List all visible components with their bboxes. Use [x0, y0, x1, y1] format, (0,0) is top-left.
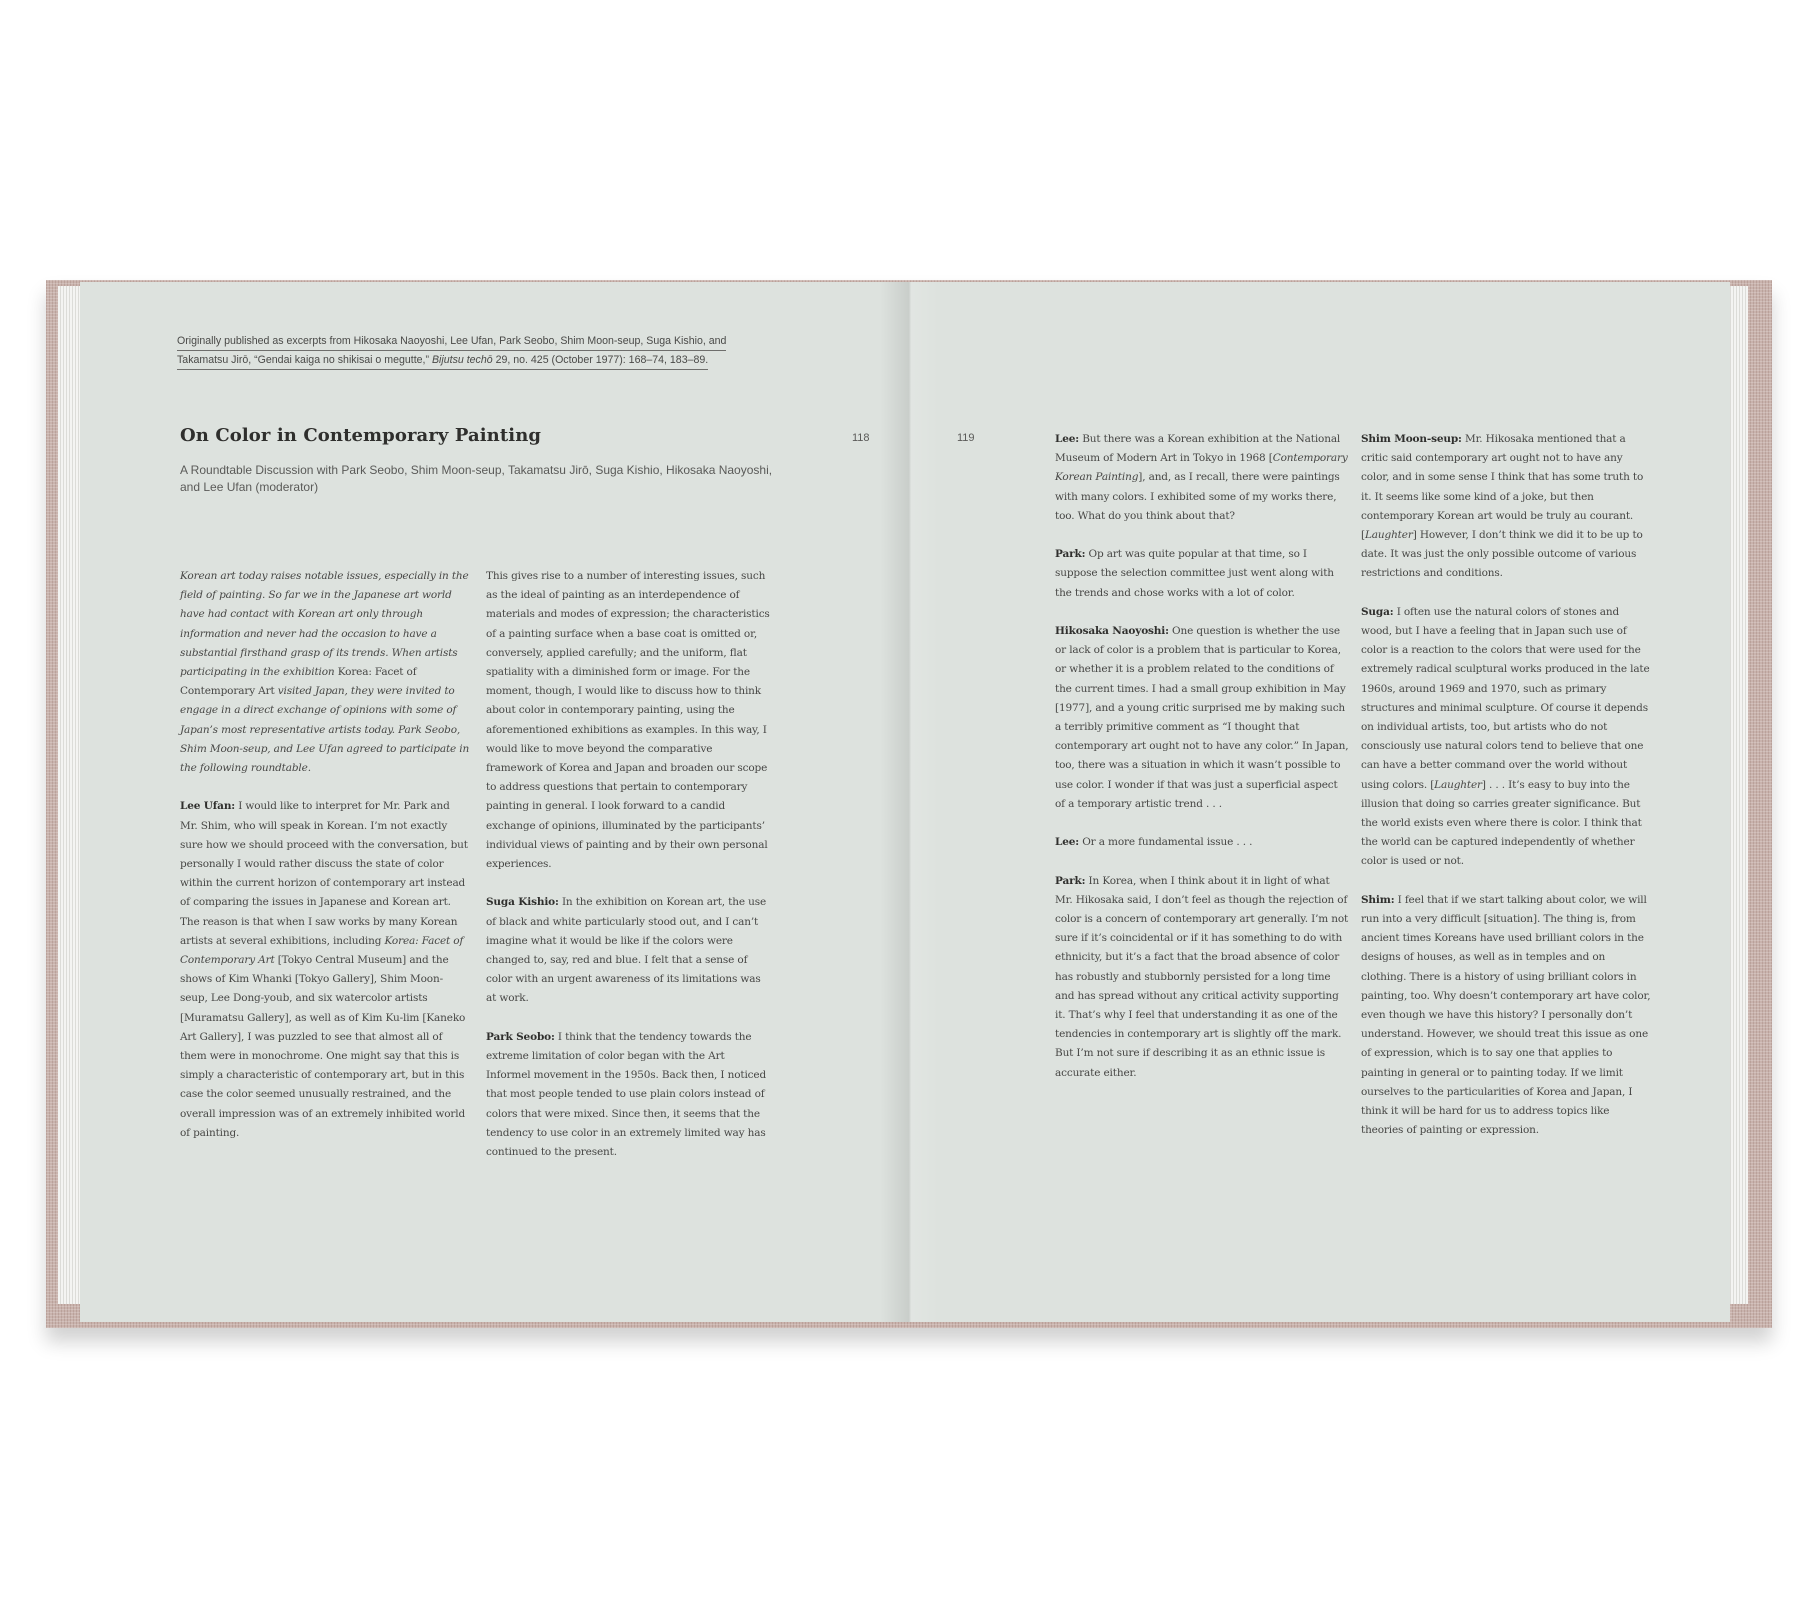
paragraph-suga	[1361, 603, 1653, 872]
intro-text-2: visited Japan, they were invited to engage in a direct exchange of opinions with some of Japan’s most representative artists today. Park Seobo, Shim Moon-seup, and Lee Ufan agreed to participate in the following roundtable.	[180, 685, 470, 775]
intro-text-1: Korean art today raises notable issues, especially in the field of painting. So far we in the Japanese art world have had contact with Korean art only through information and never had the occasion to have a substantial firsthand grasp of its trends. When artists participating in the exhibition	[180, 570, 469, 679]
paragraph-text: ], and, as I recall, there were paintings with many colors. I exhibited some of my works there, too. What do you think about that?	[1055, 471, 1340, 522]
laughter-note: Laughter	[1364, 529, 1413, 542]
speaker-label: Lee Ufan:	[180, 800, 236, 813]
exhibition-title: Contemporary Korean Painting	[1055, 452, 1348, 484]
paragraph-continuation: This gives rise to a number of interesting issues, such as the ideal of painting as an interdependence of materials and modes of expression; the characteristics of a painting surface when a base coat is omitted or, conversely, applied carefully; and the uniform, flat spatiality with a diminished form or image. For the moment, though, I would like to discuss how to think about color in contemporary painting, using the aforementioned exhibitions as examples. In this way, I would like to move beyond the comparative framework of Korea and Japan and broaden our scope to address questions that pertain to contemporary painting in general. I look forward to a candid exchange of opinions, illuminated by the participants’ individual views of painting and by their own personal experiences.	[486, 570, 770, 871]
page-number-right: 119	[957, 432, 975, 444]
source-note	[177, 332, 737, 370]
speaker-label: Shim Moon-seup:	[1361, 433, 1462, 445]
paragraph-text: [Tokyo Central Museum] and the shows of Kim Whanki [Tokyo Gallery], Shim Moon-seup, Lee Dong-youb, and six watercolor artists [Muramatsu Gallery], as well as of Kim Ku-lim [Kaneko Art Gallery], I was puzzled to see that almost all of them were in monochrome. One might say that this is simply a characteristic of contemporary art, but in this case the color seemed unusually restrained, and the overall impression was of an extremely inhibited world of painting.	[180, 954, 466, 1139]
paragraph-text: ] . . . It’s easy to buy into the illusion that doing so carries greater significance. But the world exists even where there is color. I think that the world can be captured independently of whether color is used or not.	[1361, 778, 1642, 868]
article-subtitle: A Roundtable Discussion with Park Seobo, Shim Moon-seup, Takamatsu Jirō, Suga Kishio, Hikosaka Naoyoshi, and Lee Ufan (moderator)	[180, 463, 773, 494]
paragraph-text: I often use the natural colors of stones and wood, but I have a feeling that in Japan such use of color is a reaction to the colors that were used for the extremely radical sculptural works produced in the late 1960s, around 1969 and 1970, such as primary structures and minimal sculpture. Of course it depends on individual artists, too, but artists who do not consciously use natural colors tend to believe that one can have a better command over the world without using colors. [	[1361, 605, 1650, 791]
speaker-label: Hikosaka Naoyoshi:	[1055, 625, 1169, 637]
paragraph-text: Op art was quite popular at that time, so I suppose the selection committee just went along with the trends and chose works with a lot of color.	[1055, 548, 1334, 599]
paragraph-text: But there was a Korean exhibition at the National Museum of Modern Art in Tokyo in 1968 [	[1055, 433, 1341, 465]
source-note-line-2	[177, 351, 708, 370]
paragraph-park-seobo	[486, 1028, 770, 1162]
paragraph-text: In the exhibition on Korean art, the use of black and white particularly stood out, and I can’t imagine what it would be like if the colors were changed to, say, red and blue. I felt that a sense of color with an urgent awareness of its limitations was at work.	[486, 896, 767, 1005]
paragraph-park-korea	[1055, 872, 1349, 1083]
page-number-left: 118	[852, 432, 870, 444]
speaker-label: Shim:	[1361, 893, 1395, 906]
source-note-line-2-suffix: 29, no. 425 (October 1977): 168–74, 183–89.	[495, 354, 709, 366]
paragraph-text: I think that the tendency towards the extreme limitation of color began with the Art Informel movement in the 1950s. Back then, I noticed that most people tended to use plain colors instead of colors that were mixed. Since then, it seems that the tendency to use color in an extremely limited way has continued to the present.	[486, 1030, 767, 1159]
article-title: On Color in Contemporary Painting	[180, 425, 542, 446]
speaker-label: Suga:	[1361, 605, 1394, 618]
speaker-label: Park:	[1055, 874, 1086, 887]
exhibition-title: Korea: Facet of Contemporary Art	[180, 934, 464, 967]
speaker-label: Park:	[1055, 548, 1086, 561]
paragraph-lee-short	[1055, 833, 1349, 852]
paragraph-shim-moon-seup	[1361, 430, 1653, 584]
paragraph-park	[1055, 545, 1349, 603]
book-gutter	[880, 282, 940, 1322]
paragraph-suga-kishio	[486, 893, 770, 1008]
paragraph-text: Or a more fundamental issue . . .	[1079, 836, 1253, 849]
source-note-line-1: Originally published as excerpts from Hikosaka Naoyoshi, Lee Ufan, Park Seobo, Shim Moon-seup, Suga Kishio, and	[177, 332, 726, 351]
intro-exhibition-title: Korea: Facet of Contemporary Art	[180, 666, 417, 698]
paragraph-text: ] However, I don’t think we did it to be up to date. It was just the only possible outcome of various restrictions and conditions.	[1361, 529, 1643, 580]
intro-paragraph	[180, 567, 470, 778]
source-note-line-2-prefix: Takamatsu Jirō, “Gendai kaiga no shikisai o megutte,”	[177, 354, 430, 366]
speaker-label: Lee:	[1055, 836, 1080, 849]
text-column-3	[1055, 430, 1349, 1102]
paragraph-text: One question is whether the use or lack of color is a problem that is particular to Korea, or whether it is a problem related to the conditions of the current times. I had a small group exhibition in May [1977], and a young critic surprised me by making such a terribly primitive comment as “I thought that contemporary art ought not to have any color.” In Japan, too, there was a situation in which it wasn’t possible to use color. I wonder if that was just a superficial aspect of a temporary artistic trend . . .	[1055, 625, 1349, 810]
paragraph-text: In Korea, when I think about it in light of what Mr. Hikosaka said, I don’t feel as though the rejection of color is a concern of contemporary art generally. I’m not sure if it’s coincidental or if it has something to do with ethnicity, but it’s a fact that the broad absence of color has robustly and stubbornly persisted for a long time and has spread without any critical activity supporting it. That’s why I feel that understanding it as one of the tendencies in contemporary art is slightly off the mark. But I’m not sure if describing it as an ethnic issue is accurate either.	[1055, 874, 1349, 1079]
speaker-label: Suga Kishio:	[486, 896, 559, 909]
paragraph-text: I feel that if we start talking about color, we will run into a very difficult [situation]. The thing is, from ancient times Koreans have used brilliant colors in the designs of houses, as well as in temples and on clothing. There is a history of using brilliant colors in painting, too. Why doesn’t contemporary art have color, even though we have this history? I personally don’t understand. However, we should treat this issue as one of expression, which is to say one that applies to painting in general or to painting today. If we limit ourselves to the particularities of Korea and Japan, I think it will be hard for us to address topics like theories of painting or expression.	[1361, 893, 1651, 1137]
laughter-note: Laughter	[1434, 778, 1482, 791]
paragraph-hikosaka	[1055, 622, 1349, 814]
text-column-4	[1361, 430, 1653, 1160]
paragraph-shim	[1361, 891, 1653, 1141]
paragraph-lee-ufan	[180, 797, 470, 1143]
paragraph-text: I would like to interpret for Mr. Park and Mr. Shim, who will speak in Korean. I’m not exactly sure how we should proceed with the conversation, but personally I would rather discuss the state of color within the current horizon of contemporary art instead of comparing the issues in Japanese and Korean art. The reason is that when I saw works by many Korean artists at several exhibitions, including	[180, 800, 468, 947]
speaker-label: Park Seobo:	[486, 1030, 555, 1043]
speaker-label: Lee:	[1055, 433, 1080, 445]
paragraph-lee	[1055, 430, 1349, 526]
paragraph-text: Mr. Hikosaka mentioned that a critic said contemporary art ought not to have any color, and in some sense I think that has some truth to it. It seems like some kind of a joke, but then contemporary Korean art would be truly au courant. [	[1361, 433, 1644, 542]
source-note-journal: Bijutsu techō	[431, 354, 493, 366]
text-column-2	[486, 567, 770, 1181]
text-column-1	[180, 567, 470, 1162]
